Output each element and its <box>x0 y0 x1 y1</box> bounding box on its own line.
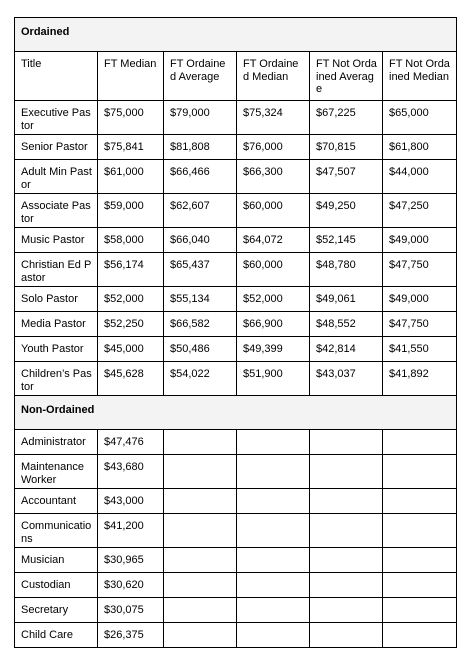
salary-cell <box>310 455 383 489</box>
salary-cell <box>164 573 237 598</box>
job-title-cell: Adult Min Pastor <box>15 160 98 194</box>
salary-cell <box>383 573 457 598</box>
job-title-cell: Musician <box>15 548 98 573</box>
salary-cell <box>237 455 310 489</box>
salary-cell <box>383 598 457 623</box>
salary-cell: $55,134 <box>164 287 237 312</box>
salary-cell <box>310 489 383 514</box>
table-row <box>15 598 457 623</box>
salary-cell <box>383 514 457 548</box>
table-row <box>15 228 457 253</box>
salary-cell: $75,000 <box>98 101 164 135</box>
salary-cell: $81,808 <box>164 135 237 160</box>
job-title-cell: Children’s Pastor <box>15 362 98 396</box>
salary-cell: $41,892 <box>383 362 457 396</box>
salary-cell: $59,000 <box>98 194 164 228</box>
table-row <box>15 194 457 228</box>
salary-cell <box>164 623 237 648</box>
salary-cell <box>310 623 383 648</box>
salary-cell: $43,000 <box>98 489 164 514</box>
column-header: FT Ordained Median <box>237 52 310 101</box>
salary-cell: $61,000 <box>98 160 164 194</box>
salary-cell: $41,550 <box>383 337 457 362</box>
column-header: FT Ordained Average <box>164 52 237 101</box>
table-row <box>15 623 457 648</box>
salary-cell: $49,061 <box>310 287 383 312</box>
salary-cell: $49,000 <box>383 228 457 253</box>
table-row <box>15 287 457 312</box>
salary-cell <box>237 514 310 548</box>
table-row <box>15 312 457 337</box>
table-row <box>15 135 457 160</box>
salary-cell: $75,841 <box>98 135 164 160</box>
salary-cell: $56,174 <box>98 253 164 287</box>
salary-cell <box>310 430 383 455</box>
job-title-cell: Communications <box>15 514 98 548</box>
salary-cell <box>310 598 383 623</box>
table-row <box>15 362 457 396</box>
table-row <box>15 548 457 573</box>
non-ordained-section-row <box>15 396 457 430</box>
column-header-row <box>15 52 457 101</box>
salary-cell: $52,000 <box>98 287 164 312</box>
salary-cell: $26,375 <box>98 623 164 648</box>
job-title-cell: Christian Ed Pastor <box>15 253 98 287</box>
salary-cell: $47,750 <box>383 253 457 287</box>
salary-cell <box>164 598 237 623</box>
salary-cell <box>237 548 310 573</box>
salary-cell: $49,399 <box>237 337 310 362</box>
salary-cell: $61,800 <box>383 135 457 160</box>
salary-cell <box>164 548 237 573</box>
salary-table <box>14 17 457 648</box>
salary-cell <box>237 573 310 598</box>
salary-cell <box>237 489 310 514</box>
salary-cell <box>310 548 383 573</box>
salary-cell: $47,476 <box>98 430 164 455</box>
salary-cell: $48,552 <box>310 312 383 337</box>
job-title-cell: Media Pastor <box>15 312 98 337</box>
salary-cell: $66,582 <box>164 312 237 337</box>
table-row <box>15 101 457 135</box>
salary-cell: $43,037 <box>310 362 383 396</box>
salary-cell <box>237 598 310 623</box>
salary-cell: $44,000 <box>383 160 457 194</box>
column-header: FT Not Ordained Median <box>383 52 457 101</box>
salary-cell: $65,000 <box>383 101 457 135</box>
salary-cell <box>383 455 457 489</box>
salary-cell: $60,000 <box>237 253 310 287</box>
job-title-cell: Youth Pastor <box>15 337 98 362</box>
salary-cell: $58,000 <box>98 228 164 253</box>
salary-cell: $30,075 <box>98 598 164 623</box>
salary-cell: $42,814 <box>310 337 383 362</box>
salary-cell: $51,900 <box>237 362 310 396</box>
salary-cell <box>383 489 457 514</box>
salary-cell <box>310 573 383 598</box>
salary-cell: $47,250 <box>383 194 457 228</box>
salary-cell: $30,965 <box>98 548 164 573</box>
salary-cell <box>383 430 457 455</box>
salary-cell: $75,324 <box>237 101 310 135</box>
job-title-cell: Senior Pastor <box>15 135 98 160</box>
job-title-cell: Music Pastor <box>15 228 98 253</box>
job-title-cell: Secretary <box>15 598 98 623</box>
salary-cell: $64,072 <box>237 228 310 253</box>
salary-cell <box>164 489 237 514</box>
ordained-section-heading: Ordained <box>15 18 457 52</box>
column-header: FT Median <box>98 52 164 101</box>
salary-cell: $76,000 <box>237 135 310 160</box>
salary-cell: $60,000 <box>237 194 310 228</box>
salary-cell: $48,780 <box>310 253 383 287</box>
job-title-cell: Accountant <box>15 489 98 514</box>
table-row <box>15 455 457 489</box>
salary-cell <box>237 430 310 455</box>
salary-cell: $67,225 <box>310 101 383 135</box>
salary-cell: $47,750 <box>383 312 457 337</box>
salary-cell <box>383 548 457 573</box>
salary-cell <box>310 514 383 548</box>
salary-cell <box>164 514 237 548</box>
job-title-cell: Custodian <box>15 573 98 598</box>
table-row <box>15 160 457 194</box>
salary-cell: $49,000 <box>383 287 457 312</box>
non-ordained-section-heading: Non-Ordained <box>15 396 457 430</box>
salary-cell: $66,040 <box>164 228 237 253</box>
salary-cell: $52,145 <box>310 228 383 253</box>
salary-cell: $43,680 <box>98 455 164 489</box>
column-header: Title <box>15 52 98 101</box>
salary-cell: $65,437 <box>164 253 237 287</box>
salary-cell: $62,607 <box>164 194 237 228</box>
job-title-cell: Child Care <box>15 623 98 648</box>
job-title-cell: Executive Pastor <box>15 101 98 135</box>
salary-cell <box>237 623 310 648</box>
salary-cell: $30,620 <box>98 573 164 598</box>
table-row <box>15 337 457 362</box>
job-title-cell: Solo Pastor <box>15 287 98 312</box>
salary-cell: $79,000 <box>164 101 237 135</box>
salary-cell: $54,022 <box>164 362 237 396</box>
column-header: FT Not Ordained Average <box>310 52 383 101</box>
salary-cell: $66,300 <box>237 160 310 194</box>
job-title-cell: Associate Pastor <box>15 194 98 228</box>
salary-cell <box>164 430 237 455</box>
salary-cell: $52,000 <box>237 287 310 312</box>
salary-cell: $52,250 <box>98 312 164 337</box>
job-title-cell: Administrator <box>15 430 98 455</box>
salary-cell: $66,900 <box>237 312 310 337</box>
job-title-cell: Maintenance Worker <box>15 455 98 489</box>
salary-cell: $45,000 <box>98 337 164 362</box>
salary-cell: $50,486 <box>164 337 237 362</box>
salary-cell: $66,466 <box>164 160 237 194</box>
table-row <box>15 430 457 455</box>
table-row <box>15 489 457 514</box>
table-row <box>15 573 457 598</box>
salary-cell <box>383 623 457 648</box>
salary-cell: $47,507 <box>310 160 383 194</box>
ordained-section-row <box>15 18 457 52</box>
salary-cell: $49,250 <box>310 194 383 228</box>
salary-cell <box>164 455 237 489</box>
salary-cell: $41,200 <box>98 514 164 548</box>
salary-cell: $70,815 <box>310 135 383 160</box>
table-row <box>15 514 457 548</box>
table-row <box>15 253 457 287</box>
salary-cell: $45,628 <box>98 362 164 396</box>
